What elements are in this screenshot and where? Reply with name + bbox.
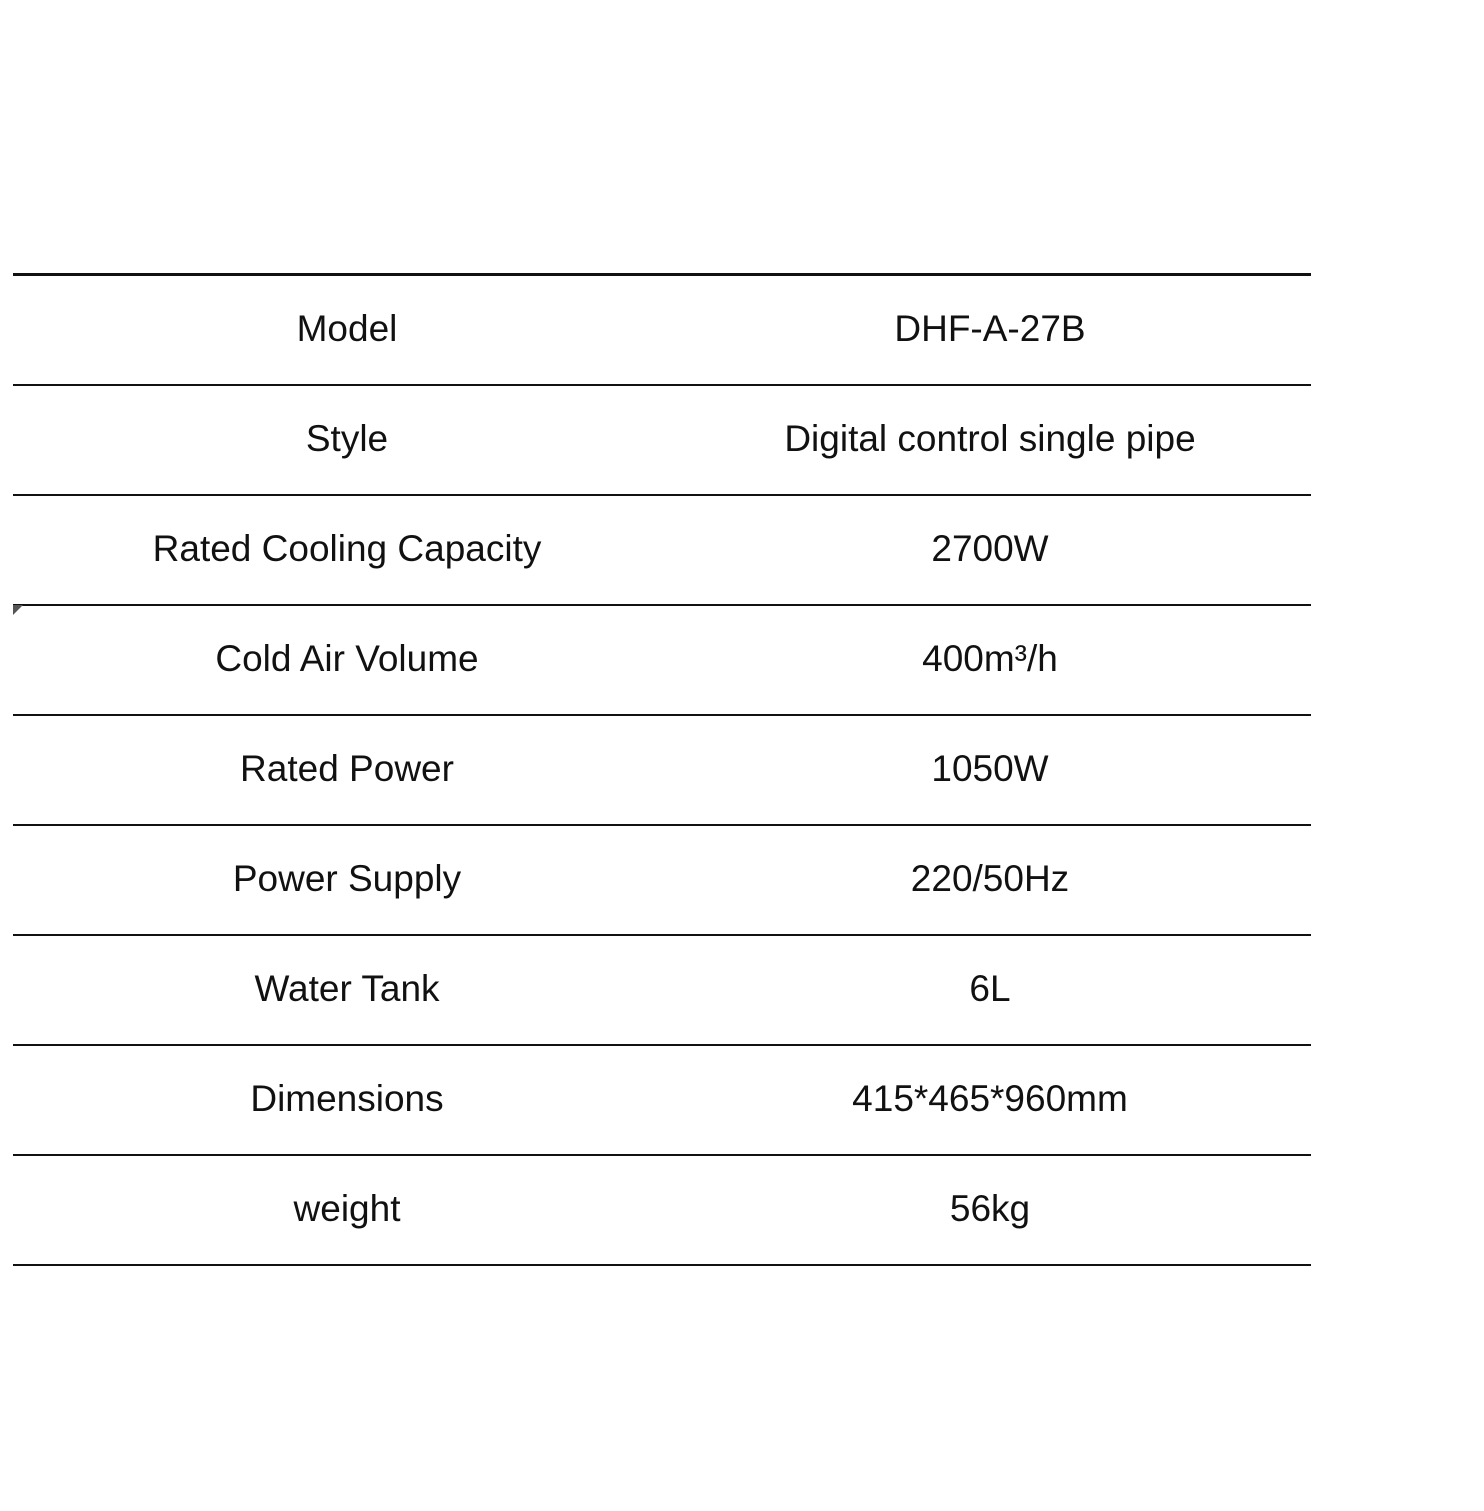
spec-label: Cold Air Volume [215, 637, 479, 679]
spec-value: 56kg [949, 1187, 1031, 1229]
table-row [13, 1046, 1311, 1156]
spec-label: Dimensions [250, 1077, 444, 1119]
spec-value: 400m³/h [922, 637, 1058, 679]
table-row [13, 386, 1311, 496]
corner-mark-icon [13, 605, 23, 615]
table-row [13, 826, 1311, 936]
spec-table [13, 273, 1311, 1266]
table-row [13, 1156, 1311, 1266]
spec-value: 2700W [931, 527, 1049, 569]
spec-value: Digital control single pipe [784, 417, 1196, 459]
table-row [13, 496, 1311, 606]
spec-value: 220/50Hz [910, 857, 1070, 899]
spec-label: weight [293, 1187, 401, 1229]
table-row [13, 276, 1311, 386]
table-row [13, 936, 1311, 1046]
spec-label: Rated Cooling Capacity [152, 527, 542, 569]
table-row [13, 716, 1311, 826]
spec-value: 6L [969, 967, 1011, 1009]
spec-label: Rated Power [240, 747, 454, 789]
spec-label: Water Tank [254, 967, 440, 1009]
table-row [13, 606, 1311, 716]
spec-value: 415*465*960mm [852, 1077, 1128, 1119]
spec-label: Style [305, 417, 389, 459]
spec-value: DHF-A-27B [894, 307, 1086, 349]
spec-value: 1050W [931, 747, 1049, 789]
spec-label: Model [296, 307, 398, 349]
spec-label: Power Supply [232, 857, 462, 899]
